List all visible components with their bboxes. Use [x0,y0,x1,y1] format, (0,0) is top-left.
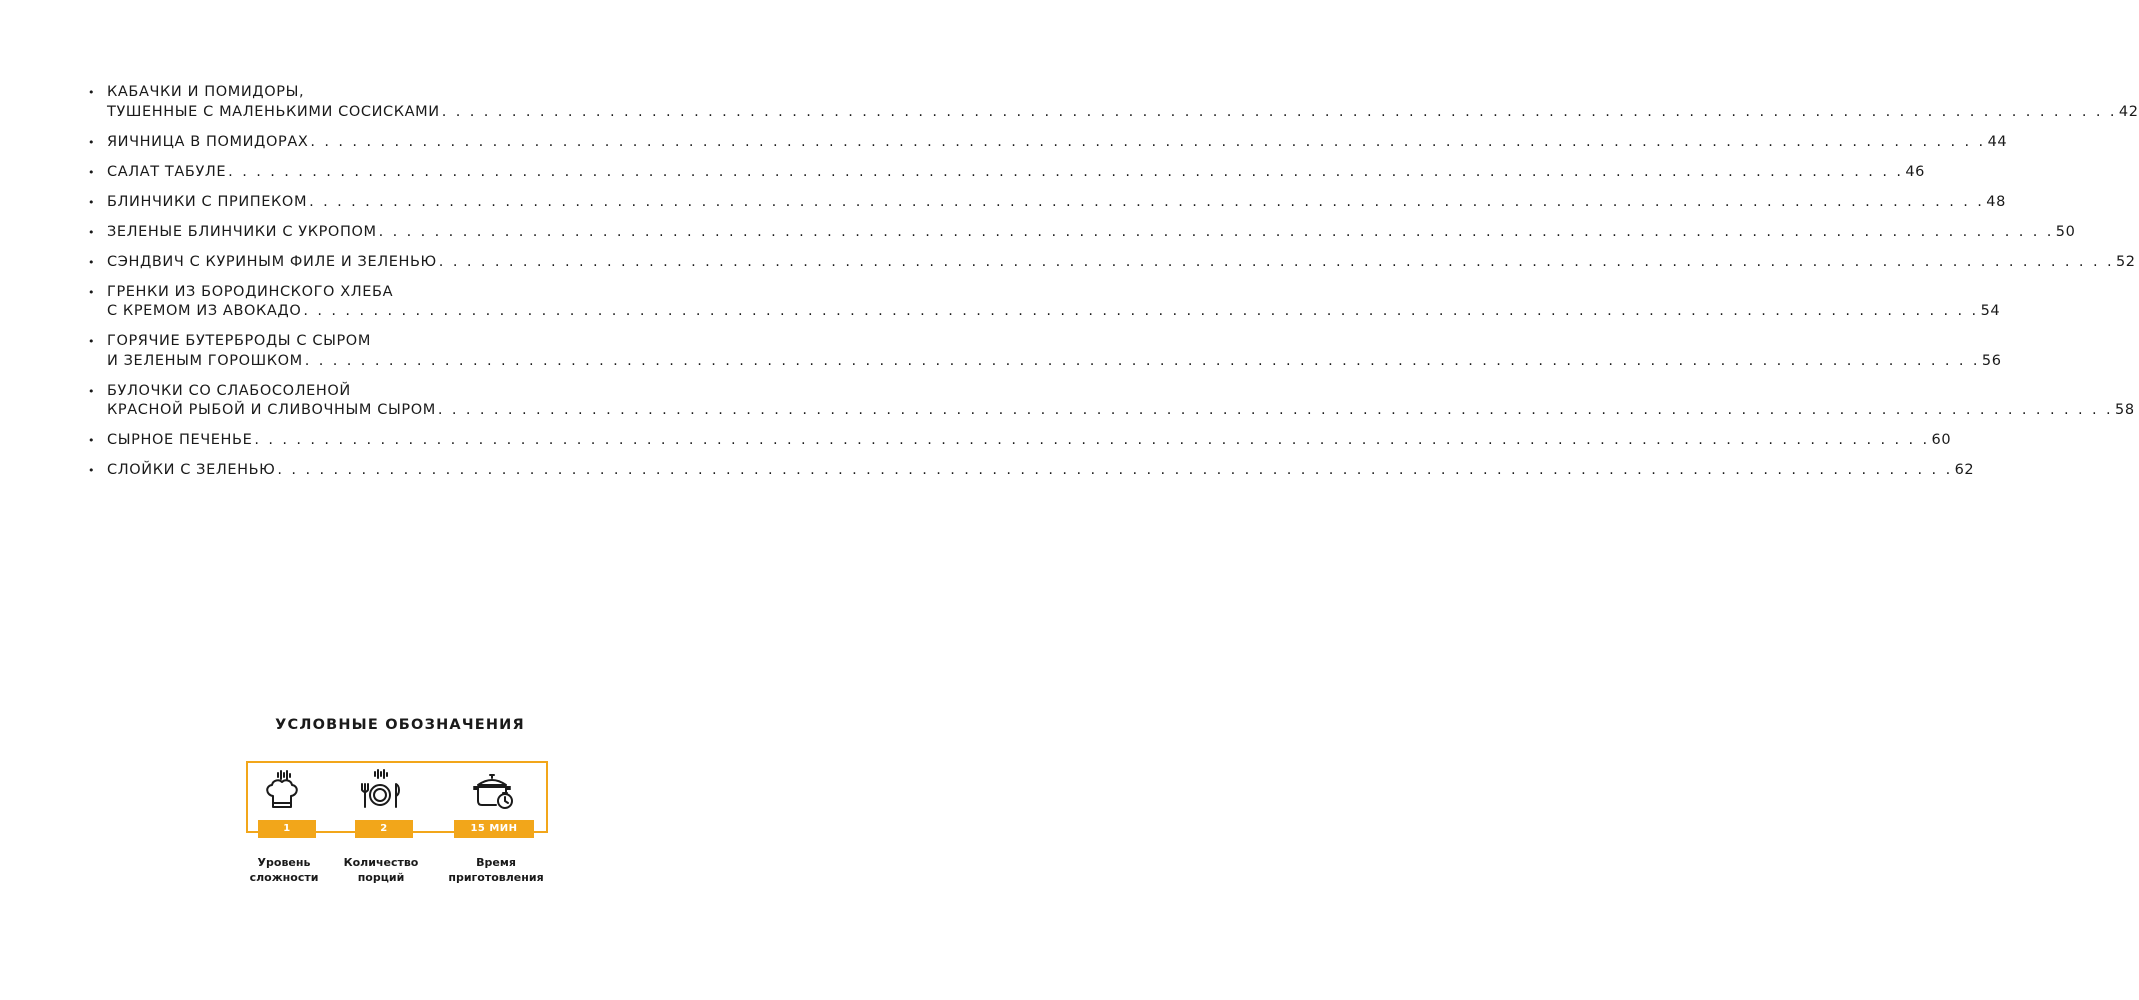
page-number: 60 [1931,432,1952,448]
dot-leader: . . . . . . . . . . . . . . . . . . . . . . . . . . . . . . . . . . . . . . . . . . . . . . . . . . . . . . . . . . . . . . . . . . . . . . . . . . . . . . . . . . . . . . . . . . . . . . . . . . . . . . . . . . . . . . . . . . . . . . . . [310,133,1986,150]
bullet-icon: • [88,384,96,398]
toc-title: ТУШЕННЫЕ С МАЛЕНЬКИМИ СОСИСКАМИ [107,103,440,120]
toc-entry [88,223,2076,243]
toc-title: БУЛОЧКИ СО СЛАБОСОЛЕНОЙ [107,382,351,399]
toc-entry [88,163,1926,183]
dot-leader: . . . . . . . . . . . . . . . . . . . . . . . . . . . . . . . . . . . . . . . . . . . . . . . . . . . . . . . . . . . . . . . . . . . . . . . . . . . . . . . . . . . . . . . . . . . . . . . . . . . . . . . . . . . . . . . . . . . . . . . . [304,352,1980,369]
toc-entry [88,133,2008,153]
page-number: 56 [1981,352,2002,369]
bullet-icon: • [88,225,96,239]
page-number: 52 [2115,253,2136,270]
dot-leader: . . . . . . . . . . . . . . . . . . . . . . . . . . . . . . . . . . . . . . . . . . . . . . . . . . . . . . . . . . . . . . . . . . . . . . . . . . . . . . . . . . . . . . . . . . . . . . . . . . . . . . . . . . . . . . . . . . . . . . . . [309,193,1985,210]
toc-line [107,103,2139,123]
toc-title: ЗЕЛЕНЫЕ БЛИНЧИКИ С УКРОПОМ [107,223,377,240]
legend-box [246,761,548,837]
bullet-icon: • [88,255,96,269]
toc-entry [88,332,2002,371]
toc-line [107,302,2001,322]
toc-title: СЛОЙКИ С ЗЕЛЕНЬЮ [107,462,276,478]
page-number: 44 [1987,133,2008,150]
toc-title: СЫРНОЕ ПЕЧЕНЬЕ [107,432,253,448]
page-number: 46 [1905,163,1926,180]
toc-entry [88,283,2001,322]
toc-line [107,461,1975,481]
bullet-icon: • [88,86,96,99]
toc-line [107,163,1926,183]
toc-line [107,352,2002,372]
toc-line [107,401,2135,421]
dot-leader: . . . . . . . . . . . . . . . . . . . . . . . . . . . . . . . . . . . . . . . . . . . . . . . . . . . . . . . . . . . . . . . . . . . . . . . . . . . . . . . . . . . . . . . . . . . . . . . . . . . . . . . . . . . . . . . . . . . . . . . . [378,223,2054,240]
toc-title: СЭНДВИЧ С КУРИНЫМ ФИЛЕ И ЗЕЛЕНЬЮ [107,253,437,270]
page-number: 62 [1954,462,1975,478]
dot-leader: . . . . . . . . . . . . . . . . . . . . . . . . . . . . . . . . . . . . . . . . . . . . . . . . . . . . . . . . . . . . . . . . . . . . . . . . . . . . . . . . . . . . . . . . . . . . . . . . . . . . . . . . . . . . . . . . . . . . . . . . [441,103,2117,120]
time-caption: Время приготовления [448,856,544,884]
dot-leader: . . . . . . . . . . . . . . . . . . . . . . . . . . . . . . . . . . . . . . . . . . . . . . . . . . . . . . . . . . . . . . . . . . . . . . . . . . . . . . . . . . . . . . . . . . . . . . . . . . . . . . . . . . . . . . . . . . . . . . . . [228,163,1904,180]
toc-line [107,253,2136,273]
dot-leader: . . . . . . . . . . . . . . . . . . . . . . . . . . . . . . . . . . . . . . . . . . . . . . . . . . . . . . . . . . . . . . . . . . . . . . . . . . . . . . . . . . . . . . . . . . . . . . . . . . . . . . . . . . . . . . . . . . . . . . . . [303,303,1979,319]
table-of-contents [88,83,2139,491]
bullet-icon: • [88,135,96,149]
toc-entry [88,83,2139,122]
dot-leader: . . . . . . . . . . . . . . . . . . . . . . . . . . . . . . . . . . . . . . . . . . . . . . . . . . . . . . . . . . . . . . . . . . . . . . . . . . . . . . . . . . . . . . . . . . . . . . . . . . . . . . . . . . . . . . . . . . . . . . . . [437,402,2114,418]
servings-badge: 2 [355,820,413,838]
page-number: 48 [1986,193,2006,210]
toc-title: САЛАТ ТАБУЛЕ [107,163,227,180]
chef-hat-icon [258,767,308,817]
servings-caption: Количество порций [343,856,419,884]
toc-title: С КРЕМОМ ИЗ АВОКАДО [107,303,302,319]
bullet-icon: • [88,165,96,179]
page-number: 54 [1980,303,2001,319]
toc-entry [88,461,1975,481]
toc-line [107,223,2076,243]
difficulty-badge: 1 [258,820,316,838]
toc-title: БЛИНЧИКИ С ПРИПЕКОМ [107,193,308,210]
toc-title: ГРЕНКИ ИЗ БОРОДИНСКОГО ХЛЕБА [107,283,394,300]
pot-timer-icon [468,767,518,817]
toc-line [107,431,1952,451]
bullet-icon: • [88,434,96,447]
toc-title: ГОРЯЧИЕ БУТЕРБРОДЫ С СЫРОМ [107,333,371,349]
toc-title: ЯИЧНИЦА В ПОМИДОРАХ [107,133,309,150]
toc-entry [88,253,2136,273]
page-number: 58 [2115,402,2135,418]
toc-entry [88,431,1952,451]
bullet-icon: • [88,285,96,299]
dot-leader: . . . . . . . . . . . . . . . . . . . . . . . . . . . . . . . . . . . . . . . . . . . . . . . . . . . . . . . . . . . . . . . . . . . . . . . . . . . . . . . . . . . . . . . . . . . . . . . . . . . . . . . . . . . . . . . . . . . . . . . . [277,462,1953,478]
bullet-icon: • [88,195,96,209]
dot-leader: . . . . . . . . . . . . . . . . . . . . . . . . . . . . . . . . . . . . . . . . . . . . . . . . . . . . . . . . . . . . . . . . . . . . . . . . . . . . . . . . . . . . . . . . . . . . . . . . . . . . . . . . . . . . . . . . . . . . . . . . [438,253,2114,270]
plate-cutlery-icon [355,767,405,817]
bullet-icon: • [88,335,96,348]
page-number: 50 [2055,223,2076,240]
difficulty-caption: Уровень сложности [249,856,319,884]
legend-title: УСЛОВНЫЕ ОБОЗНАЧЕНИЯ [275,717,525,733]
dot-leader: . . . . . . . . . . . . . . . . . . . . . . . . . . . . . . . . . . . . . . . . . . . . . . . . . . . . . . . . . . . . . . . . . . . . . . . . . . . . . . . . . . . . . . . . . . . . . . . . . . . . . . . . . . . . . . . . . . . . . . . . [254,432,1930,448]
toc-line [107,193,2006,213]
bullet-icon: • [88,464,96,477]
toc-entry [88,382,2135,421]
toc-title: КРАСНОЙ РЫБОЙ И СЛИВОЧНЫМ СЫРОМ [107,402,436,418]
toc-title: И ЗЕЛЕНЫМ ГОРОШКОМ [107,352,303,369]
page-number: 42 [2118,103,2139,120]
toc-title: КАБАЧКИ И ПОМИДОРЫ, [107,84,305,100]
toc-entry [88,193,2006,213]
time-badge: 15 МИН [454,820,534,838]
toc-line [107,133,2008,153]
